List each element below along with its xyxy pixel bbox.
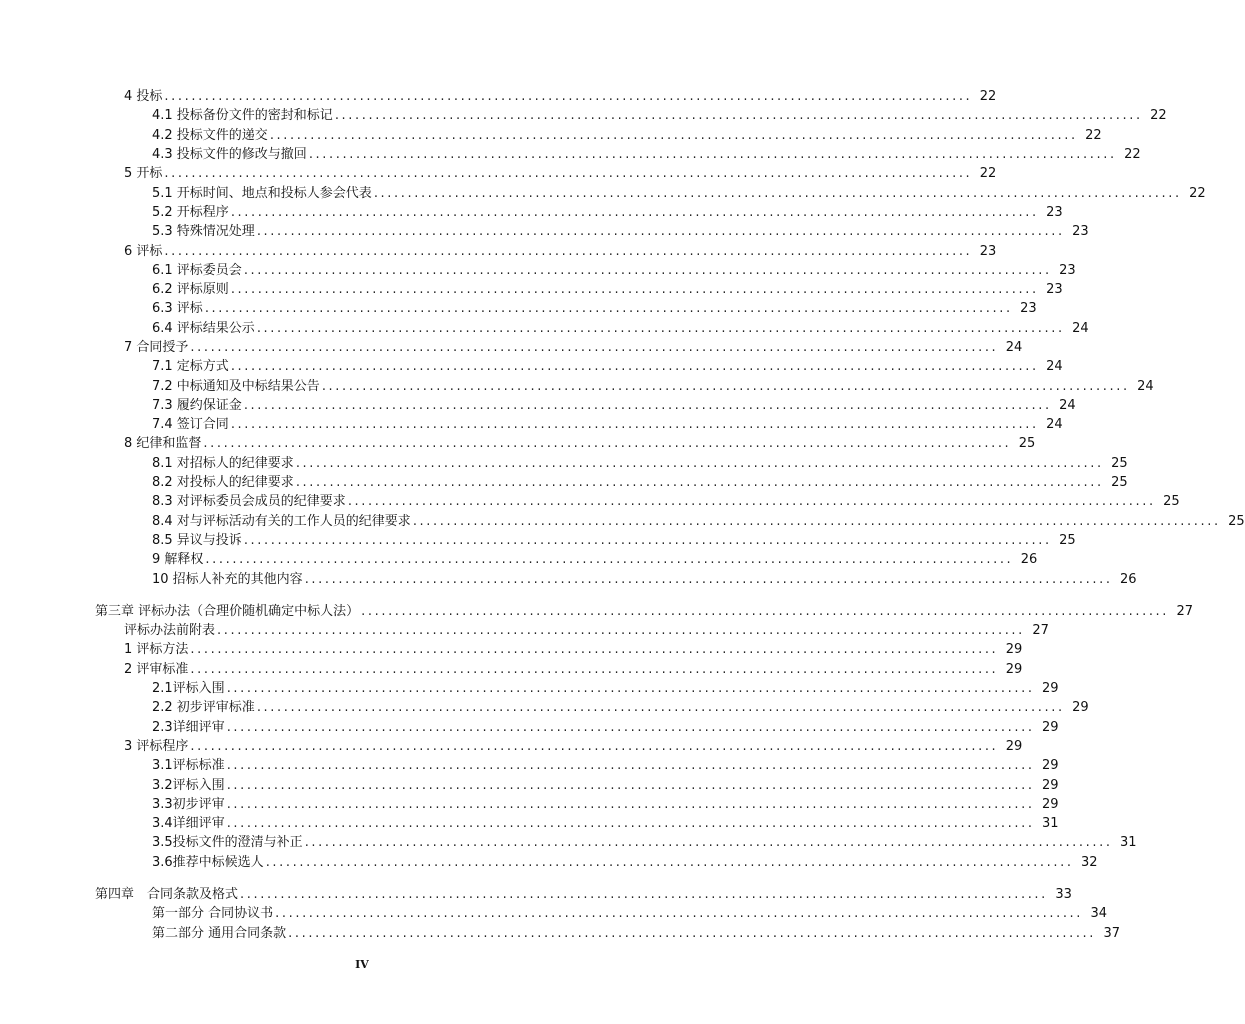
toc-entry-label: 6.1 评标委员会 (152, 262, 242, 278)
toc-entry-page: 22 (1124, 147, 1141, 163)
toc-entry-page: 29 (1042, 796, 1059, 812)
toc-entry[interactable] (0, 261, 1076, 280)
toc-entry-page: 37 (1103, 925, 1121, 941)
dot-leader: ........................................................................................................................ (269, 127, 1078, 143)
toc-entry[interactable] (0, 512, 1245, 531)
toc-entry-page: 22 (1189, 185, 1206, 201)
toc-entry-label: 2 评审标准 (124, 661, 189, 677)
toc-entry-label: 3.2评标入围 (152, 777, 225, 793)
dot-leader: ........................................................................................................................ (243, 262, 1052, 278)
toc-entry-page: 29 (1042, 681, 1059, 697)
toc-entry[interactable] (0, 396, 1076, 415)
toc-entry-label: 5.2 开标程序 (152, 204, 229, 220)
dot-leader: ........................................................................................................................ (204, 301, 1013, 317)
dot-leader: ........................................................................................................................ (243, 532, 1052, 548)
toc-section-chapter3 (0, 602, 1194, 872)
toc-entry-label: 第二部分 通用合同条款 (152, 925, 287, 941)
dot-leader: ........................................................................................................................ (226, 796, 1035, 812)
toc-entry-page: 25 (1163, 494, 1180, 510)
toc-entry-label: 3.6推荐中标候选人 (152, 854, 264, 870)
toc-entry[interactable] (0, 280, 1063, 299)
toc-entry-label: 2.1评标入围 (152, 681, 225, 697)
dot-leader: ........................................................................................................................ (240, 887, 1048, 903)
toc-entry[interactable] (0, 569, 1137, 588)
dot-leader: ........................................................................................................................ (230, 359, 1039, 375)
toc-entry[interactable] (0, 679, 1059, 698)
table-of-contents (0, 87, 1245, 943)
toc-entry[interactable] (0, 795, 1059, 814)
toc-entry-page: 29 (1005, 642, 1023, 658)
toc-entry[interactable] (0, 885, 1072, 904)
toc-entry-label: 2.3详细评审 (152, 719, 225, 735)
toc-entry-page: 32 (1081, 854, 1098, 870)
toc-entry[interactable] (0, 531, 1076, 550)
toc-entry-page: 25 (1228, 513, 1245, 529)
dot-leader: ........................................................................................................................ (265, 854, 1074, 870)
toc-entry-page: 24 (1005, 340, 1023, 355)
toc-entry[interactable] (0, 814, 1059, 833)
toc-entry-label: 7 合同授予 (124, 340, 189, 355)
dot-leader: ........................................................................................................................ (164, 89, 973, 105)
toc-entry[interactable] (0, 319, 1089, 338)
toc-entry-page: 29 (1042, 758, 1059, 774)
toc-entry-label: 3 评标程序 (124, 738, 189, 754)
toc-entry-page: 22 (979, 166, 997, 182)
toc-entry[interactable] (0, 904, 1108, 923)
toc-entry-label: 1 评标方法 (124, 642, 189, 658)
toc-entry[interactable] (0, 299, 1037, 318)
toc-entry-label: 7.4 签订合同 (152, 417, 229, 433)
toc-entry-label: 8 纪律和监督 (124, 436, 202, 452)
toc-entry-page: 23 (1020, 301, 1037, 317)
dot-leader: ........................................................................................................................ (190, 661, 999, 677)
toc-entry-page: 27 (1176, 603, 1194, 619)
section-gap (0, 872, 724, 885)
toc-entry[interactable] (0, 775, 1059, 794)
dot-leader: ........................................................................................................................ (230, 417, 1039, 433)
toc-entry-page: 34 (1090, 906, 1108, 922)
dot-leader: ........................................................................................................................ (256, 700, 1065, 716)
toc-entry[interactable] (0, 550, 1038, 569)
toc-entry[interactable] (0, 241, 997, 260)
dot-leader: ........................................................................................................................ (205, 552, 1014, 568)
toc-entry[interactable] (0, 87, 997, 106)
toc-entry-label: 4.2 投标文件的递交 (152, 127, 268, 143)
toc-entry[interactable] (0, 640, 1023, 659)
toc-entry-page: 24 (1046, 359, 1063, 375)
section-gap (0, 589, 724, 602)
toc-entry[interactable] (0, 106, 1167, 125)
toc-entry-label: 8.3 对评标委员会成员的纪律要求 (152, 494, 346, 510)
toc-entry-label: 3.4详细评审 (152, 816, 225, 832)
toc-entry-page: 24 (1059, 397, 1076, 413)
toc-entry-page: 29 (1042, 777, 1059, 793)
dot-leader: ........................................................................................................................ (304, 835, 1113, 851)
toc-entry[interactable] (0, 415, 1063, 434)
dot-leader: ........................................................................................................................ (217, 623, 1025, 639)
toc-entry-page: 23 (1059, 262, 1076, 278)
toc-entry[interactable] (0, 718, 1059, 737)
toc-entry-label: 5.3 特殊情况处理 (152, 224, 255, 240)
toc-entry-page: 31 (1120, 835, 1137, 851)
dot-leader: ........................................................................................................................ (361, 603, 1170, 619)
toc-entry-label: 4.3 投标文件的修改与撤回 (152, 147, 307, 163)
toc-entry-label: 8.5 异议与投诉 (152, 532, 242, 548)
toc-entry-label: 6 评标 (124, 243, 163, 259)
toc-entry-page: 31 (1042, 816, 1059, 832)
toc-entry-label: 第四章 合同条款及格式 (95, 887, 239, 903)
dot-leader: ........................................................................................................................ (256, 320, 1065, 336)
dot-leader: ........................................................................................................................ (226, 816, 1035, 832)
dot-leader: ........................................................................................................................ (243, 397, 1052, 413)
dot-leader: ........................................................................................................................ (321, 378, 1130, 394)
toc-entry-label: 7.1 定标方式 (152, 359, 229, 375)
toc-entry-page: 22 (1150, 108, 1167, 124)
dot-leader: ........................................................................................................................ (256, 224, 1065, 240)
toc-entry-label: 8.2 对投标人的纪律要求 (152, 475, 294, 491)
toc-entry[interactable] (0, 376, 1154, 395)
toc-entry-label: 3.3初步评审 (152, 796, 225, 812)
toc-entry[interactable] (0, 923, 1121, 942)
toc-entry[interactable] (0, 698, 1089, 717)
dot-leader: ........................................................................................................................ (190, 738, 999, 754)
toc-entry-label: 4.1 投标备份文件的密封和标记 (152, 108, 333, 124)
toc-entry-page: 24 (1072, 320, 1089, 336)
toc-entry[interactable] (0, 737, 1023, 756)
toc-entry-page: 25 (1018, 436, 1036, 452)
toc-entry-label: 6.4 评标结果公示 (152, 320, 255, 336)
toc-entry[interactable] (0, 222, 1089, 241)
toc-entry-label: 10 招标人补充的其他内容 (152, 571, 303, 587)
dot-leader: ........................................................................................................................ (164, 243, 973, 259)
dot-leader: ........................................................................................................................ (334, 108, 1143, 124)
toc-entry-label: 4 投标 (124, 89, 163, 105)
dot-leader: ........................................................................................................................ (295, 455, 1104, 471)
dot-leader: ........................................................................................................................ (295, 475, 1104, 491)
toc-entry[interactable] (0, 833, 1137, 852)
toc-entry-label: 评标办法前附表 (124, 623, 216, 639)
toc-entry-page: 23 (1072, 224, 1089, 240)
toc-entry[interactable] (0, 853, 1098, 872)
dot-leader: ........................................................................................................................ (230, 282, 1039, 298)
toc-entry-label: 9 解释权 (152, 552, 204, 568)
toc-section-chapter4 (0, 885, 1121, 943)
toc-entry[interactable] (0, 357, 1063, 376)
toc-entry[interactable] (0, 164, 997, 183)
toc-entry-label: 7.3 履约保证金 (152, 397, 242, 413)
toc-entry-page: 29 (1042, 719, 1059, 735)
dot-leader: ........................................................................................................................ (190, 340, 999, 355)
dot-leader: ........................................................................................................................ (288, 925, 1097, 941)
dot-leader: ........................................................................................................................ (226, 758, 1035, 774)
toc-entry-page: 22 (1085, 127, 1102, 143)
toc-entry-page: 29 (1072, 700, 1089, 716)
dot-leader: ........................................................................................................................ (190, 642, 999, 658)
dot-leader: ........................................................................................................................ (373, 185, 1182, 201)
toc-entry[interactable] (0, 454, 1128, 473)
toc-entry-label: 3.1评标标准 (152, 758, 225, 774)
toc-entry-page: 25 (1111, 455, 1128, 471)
dot-leader: ........................................................................................................................ (164, 166, 973, 182)
toc-entry-page: 22 (979, 89, 997, 105)
toc-entry-label: 5 开标 (124, 166, 163, 182)
dot-leader: ........................................................................................................................ (203, 436, 1012, 452)
toc-entry[interactable] (0, 473, 1128, 492)
toc-entry-page: 25 (1111, 475, 1128, 491)
toc-entry-label: 第一部分 合同协议书 (152, 906, 274, 922)
toc-entry-page: 29 (1005, 738, 1023, 754)
toc-entry-page: 24 (1046, 417, 1063, 433)
toc-entry[interactable] (0, 660, 1023, 679)
toc-entry-page: 24 (1137, 378, 1154, 394)
toc-entry-label: 2.2 初步评审标准 (152, 700, 255, 716)
dot-leader: ........................................................................................................................ (304, 571, 1113, 587)
toc-entry-label: 6.3 评标 (152, 301, 203, 317)
toc-entry-page: 29 (1005, 661, 1023, 677)
toc-entry-label: 5.1 开标时间、地点和投标人参会代表 (152, 185, 372, 201)
toc-entry-page: 25 (1059, 532, 1076, 548)
toc-entry-page: 23 (1046, 204, 1063, 220)
dot-leader: ........................................................................................................................ (308, 147, 1117, 163)
toc-entry[interactable] (0, 338, 1023, 357)
toc-entry[interactable] (0, 756, 1059, 775)
toc-entry-page: 26 (1020, 552, 1038, 568)
toc-entry-page: 27 (1032, 623, 1049, 639)
dot-leader: ........................................................................................................................ (275, 906, 1084, 922)
dot-leader: ........................................................................................................................ (226, 777, 1035, 793)
toc-section-chapter2 (0, 87, 1245, 589)
toc-entry-label: 8.4 对与评标活动有关的工作人员的纪律要求 (152, 513, 411, 529)
toc-entry-label: 第三章 评标办法（合理价随机确定中标人法） (95, 603, 360, 619)
toc-entry[interactable] (0, 621, 1049, 640)
toc-entry[interactable] (0, 434, 1036, 453)
toc-entry[interactable] (0, 145, 1141, 164)
toc-entry-page: 23 (979, 243, 997, 259)
dot-leader: ........................................................................................................................ (230, 204, 1039, 220)
toc-entry-label: 6.2 评标原则 (152, 282, 229, 298)
toc-entry-page: 26 (1120, 571, 1137, 587)
toc-entry[interactable] (0, 183, 1206, 202)
toc-entry[interactable] (0, 126, 1102, 145)
toc-entry-label: 3.5投标文件的澄清与补正 (152, 835, 303, 851)
toc-entry-page: 33 (1055, 887, 1072, 903)
dot-leader: ........................................................................................................................ (412, 513, 1221, 529)
page-number: IV (355, 958, 369, 971)
toc-entry[interactable] (0, 492, 1180, 511)
toc-entry-label: 8.1 对招标人的纪律要求 (152, 455, 294, 471)
toc-entry[interactable] (0, 203, 1063, 222)
dot-leader: ........................................................................................................................ (226, 681, 1035, 697)
dot-leader: ........................................................................................................................ (226, 719, 1035, 735)
toc-entry-label: 7.2 中标通知及中标结果公告 (152, 378, 320, 394)
toc-entry[interactable] (0, 602, 1194, 621)
toc-entry-page: 23 (1046, 282, 1063, 298)
dot-leader: ........................................................................................................................ (347, 494, 1156, 510)
